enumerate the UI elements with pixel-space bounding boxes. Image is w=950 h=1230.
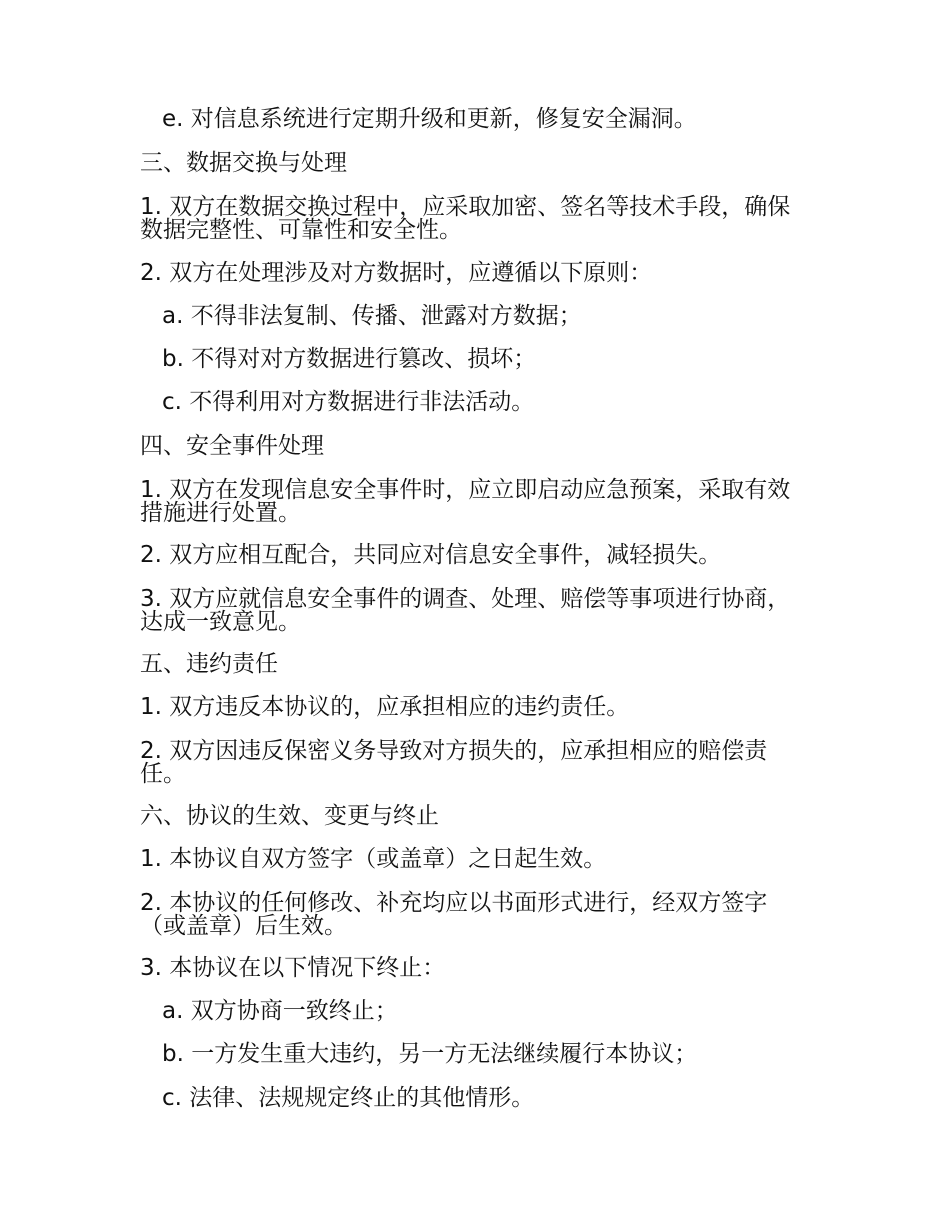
item-e-system-upgrade: e. 对信息系统进行定期升级和更新，修复安全漏洞。 <box>162 106 697 132</box>
subitem-b-material-breach: b. 一方发生重大违约，另一方无法继续履行本协议； <box>162 1041 698 1067</box>
clause-2-cooperation: 2. 双方应相互配合，共同应对信息安全事件，减轻损失。 <box>140 542 722 568</box>
subitem-a-mutual-termination: a. 双方协商一致终止； <box>162 998 398 1024</box>
clause-3-termination: 3. 本协议在以下情况下终止： <box>140 955 446 981</box>
clause-1-effective-date: 1. 本协议自双方签字（或盖章）之日起生效。 <box>140 846 607 872</box>
section-heading-effect-change-termination: 六、协议的生效、变更与终止 <box>140 803 439 829</box>
clause-1-breach-liability: 1. 双方违反本协议的，应承担相应的违约责任。 <box>140 694 630 720</box>
clause-1-incident-response: 1. 双方在发现信息安全事件时，应立即启动应急预案，采取有效措施进行处置。 <box>140 477 791 526</box>
clause-2-data-handling: 2. 双方在处理涉及对方数据时，应遵循以下原则： <box>140 260 653 286</box>
subitem-b-no-tamper: b. 不得对对方数据进行篡改、损坏； <box>162 346 537 372</box>
clause-2-amendments: 2. 本协议的任何修改、补充均应以书面形式进行，经双方签字（或盖章）后生效。 <box>140 890 768 939</box>
clause-2-compensation: 2. 双方因违反保密义务导致对方损失的，应承担相应的赔偿责任。 <box>140 738 768 787</box>
subitem-c-legal-termination: c. 法律、法规规定终止的其他情形。 <box>162 1085 535 1111</box>
subitem-a-no-copy: a. 不得非法复制、传播、泄露对方数据； <box>162 303 582 329</box>
section-heading-data-exchange: 三、数据交换与处理 <box>140 150 347 176</box>
clause-1-data-exchange: 1. 双方在数据交换过程中，应采取加密、签名等技术手段，确保数据完整性、可靠性和安全性。 <box>140 194 791 243</box>
section-heading-security-incidents: 四、安全事件处理 <box>140 433 324 459</box>
clause-3-negotiation: 3. 双方应就信息安全事件的调查、处理、赔偿等事项进行协商，达成一致意见。 <box>140 586 791 635</box>
section-heading-liability: 五、违约责任 <box>140 651 278 677</box>
subitem-c-no-illegal-use: c. 不得利用对方数据进行非法活动。 <box>162 389 535 415</box>
